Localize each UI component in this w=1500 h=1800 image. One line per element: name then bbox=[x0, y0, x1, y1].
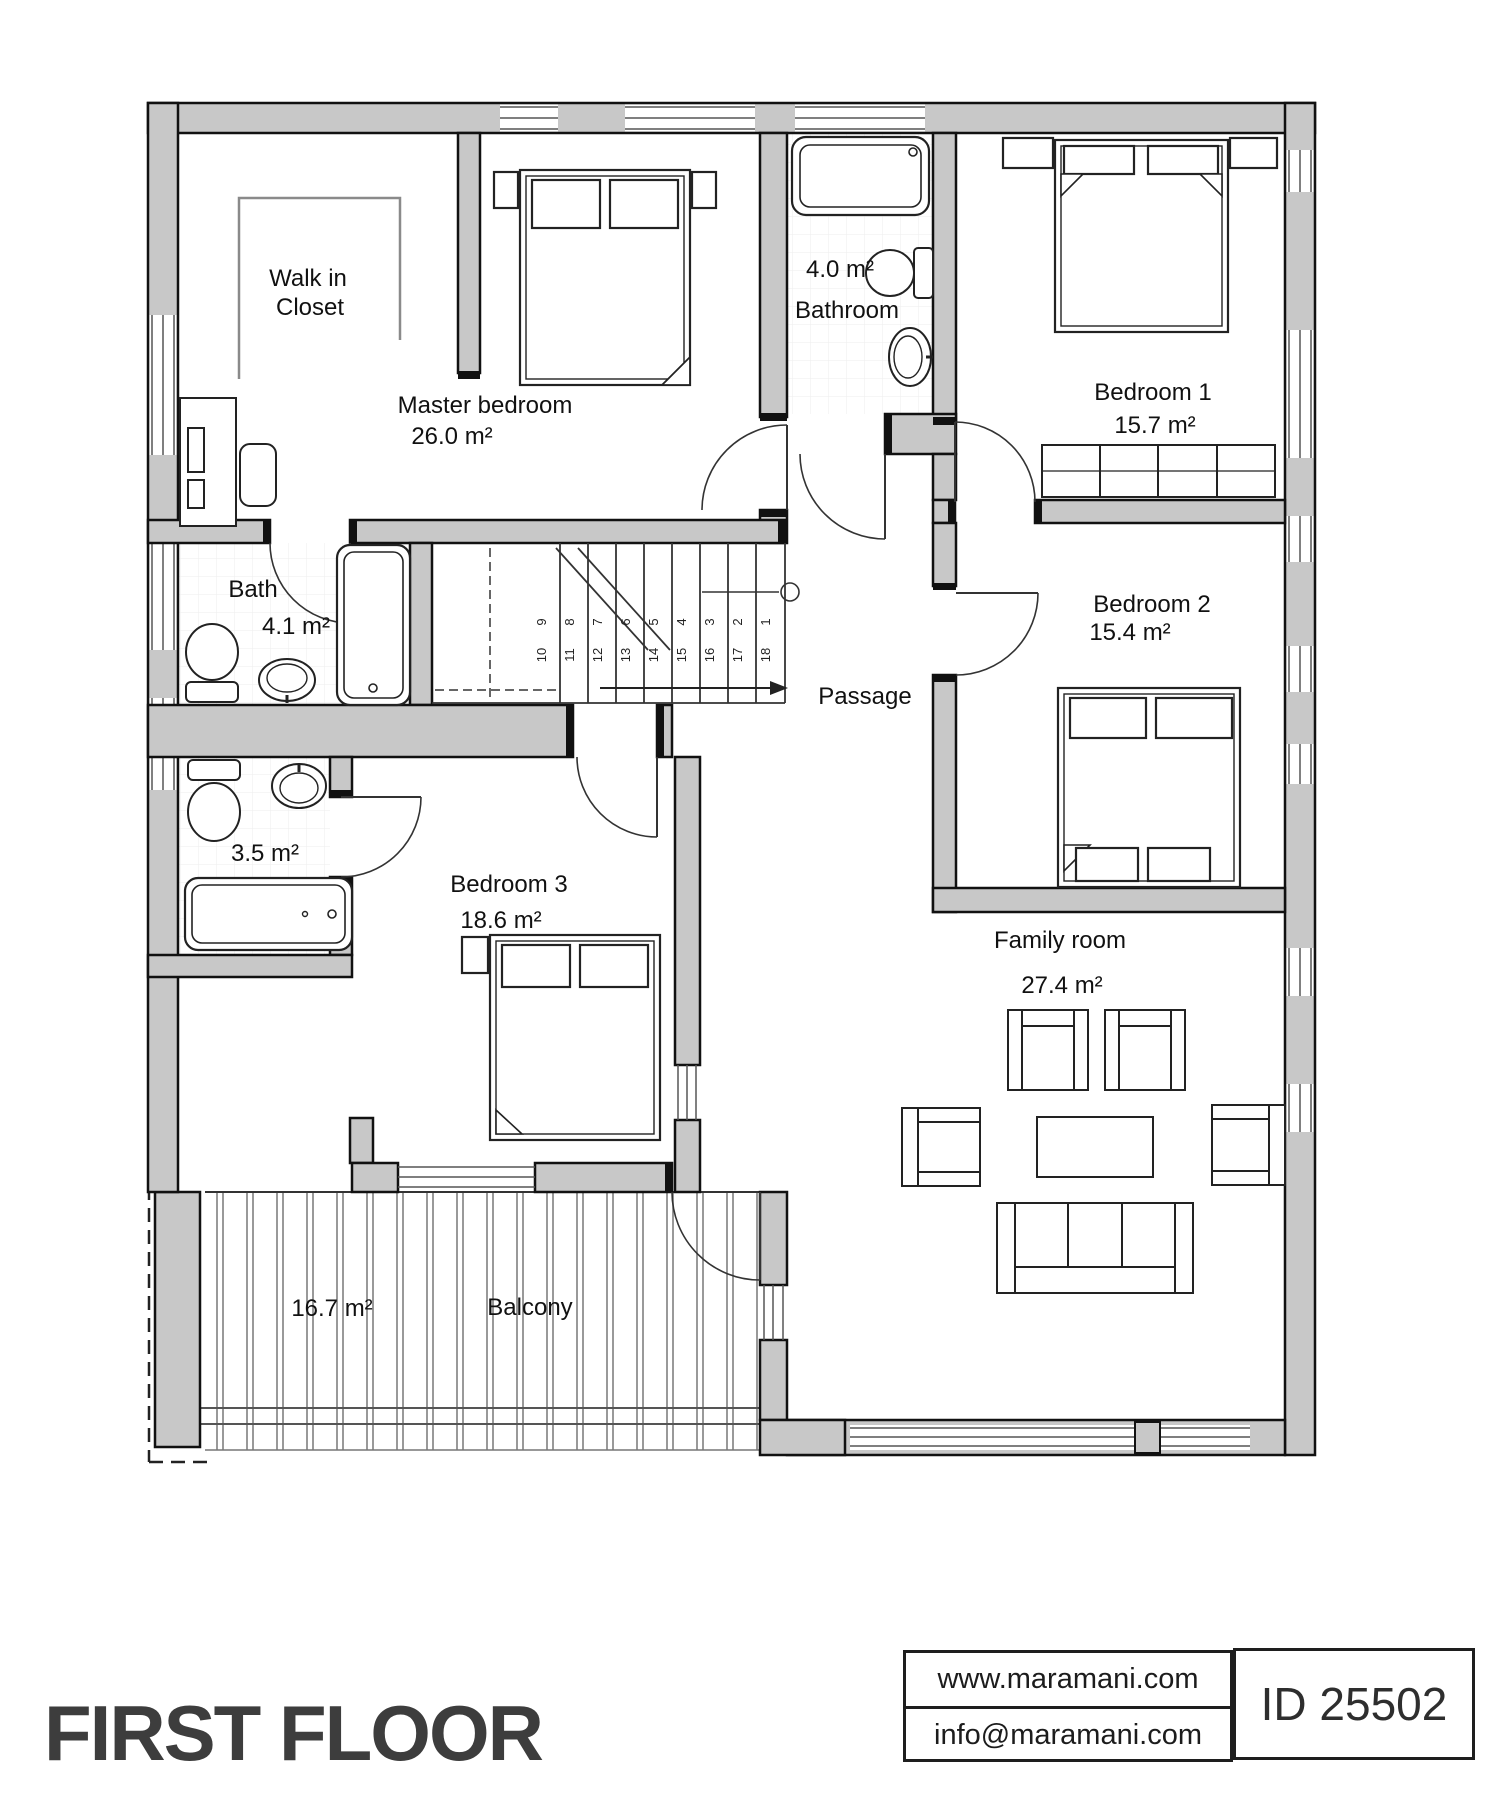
room-area: 27.4 m² bbox=[1021, 972, 1103, 999]
window-top-1 bbox=[500, 105, 558, 132]
window-bottom-1 bbox=[850, 1422, 1250, 1453]
nightstand bbox=[1230, 138, 1277, 168]
bed-bedroom1 bbox=[1003, 138, 1277, 332]
room-area: 4.0 m² bbox=[805, 256, 875, 283]
sink bbox=[272, 764, 326, 808]
room-bedroom2 bbox=[1058, 591, 1240, 887]
window-top-2 bbox=[625, 105, 755, 132]
room-label: Family room bbox=[993, 927, 1127, 954]
room-label: Bedroom 2 bbox=[1093, 591, 1211, 618]
step-number: 10 bbox=[534, 647, 549, 663]
room-area: 4.1 m² bbox=[261, 613, 331, 640]
bed-bedroom3 bbox=[462, 935, 660, 1140]
website-link: www.maramani.com bbox=[906, 1653, 1230, 1709]
toilet bbox=[866, 248, 933, 298]
step-number: 13 bbox=[618, 647, 633, 663]
window-right-2 bbox=[1287, 330, 1314, 458]
step-number: 15 bbox=[674, 647, 689, 663]
toilet-tank bbox=[188, 760, 240, 780]
wall-bathroom-right bbox=[933, 133, 956, 421]
step-number: 9 bbox=[534, 618, 549, 626]
room-passage bbox=[818, 683, 911, 710]
wall-bedroom1-2 bbox=[1035, 500, 1285, 523]
stair-newel-circle bbox=[781, 583, 799, 601]
sofa bbox=[997, 1203, 1193, 1293]
bed-master bbox=[494, 170, 716, 385]
balcony-pillar bbox=[155, 1192, 200, 1447]
room-label: Bedroom 1 bbox=[1094, 379, 1212, 406]
floor-title: FIRST FLOOR bbox=[44, 1689, 542, 1777]
stairs bbox=[432, 543, 799, 703]
door-bath-small bbox=[341, 797, 421, 877]
wall-stairs-left bbox=[410, 543, 432, 705]
room-area: 16.7 m² bbox=[291, 1295, 373, 1322]
step-number: 7 bbox=[590, 618, 605, 626]
door-bedroom3 bbox=[577, 757, 657, 837]
room-area: 3.5 m² bbox=[230, 840, 300, 867]
nightstand bbox=[462, 937, 488, 973]
room-label: Bedroom 3 bbox=[450, 871, 568, 898]
coffee-table bbox=[1037, 1117, 1153, 1177]
window-right-7 bbox=[1287, 1084, 1314, 1132]
room-area: 18.6 m² bbox=[460, 907, 542, 934]
wall-bedroom2-bottom bbox=[933, 888, 1285, 912]
pillow bbox=[580, 945, 648, 987]
door-master-bedroom bbox=[702, 425, 787, 510]
side-chair bbox=[1212, 1105, 1285, 1185]
window-right-5 bbox=[1287, 744, 1314, 784]
pillow bbox=[1148, 146, 1218, 174]
foot-bench bbox=[1148, 848, 1210, 881]
door-bathroom bbox=[800, 454, 885, 539]
room-label: Walk in bbox=[269, 265, 347, 292]
stool bbox=[240, 444, 276, 506]
step-number: 1 bbox=[758, 618, 773, 626]
window-right-3 bbox=[1287, 516, 1314, 562]
email-link: info@maramani.com bbox=[934, 1719, 1202, 1751]
bed-bedroom2 bbox=[1058, 688, 1240, 887]
contact-box bbox=[903, 1650, 1233, 1762]
faucet bbox=[909, 148, 917, 156]
nightstand bbox=[494, 172, 518, 208]
foot-bench bbox=[1076, 848, 1138, 881]
wall-bedroom3-bottom bbox=[535, 1163, 672, 1192]
stair-break-line bbox=[556, 548, 648, 650]
door-bedroom2 bbox=[956, 593, 1038, 675]
room-label: Bathroom bbox=[794, 297, 900, 324]
stair-step-numbers bbox=[534, 618, 773, 662]
armchair bbox=[1008, 1010, 1088, 1090]
pillow bbox=[1156, 698, 1232, 738]
room-master-bedroom bbox=[398, 170, 716, 450]
faucet bbox=[369, 684, 377, 692]
nightstand bbox=[692, 172, 716, 208]
balcony-railing bbox=[149, 1186, 762, 1462]
step-number: 8 bbox=[562, 618, 577, 626]
wall-master-bath bbox=[760, 133, 787, 417]
room-area: 26.0 m² bbox=[411, 423, 493, 450]
room-area: 15.7 m² bbox=[1114, 412, 1196, 439]
bathtub bbox=[792, 137, 929, 215]
window-right-6 bbox=[1287, 948, 1314, 996]
closet-bedroom1 bbox=[1042, 445, 1275, 497]
pillow bbox=[502, 945, 570, 987]
step-number: 3 bbox=[702, 618, 717, 626]
stair-break-line bbox=[578, 548, 670, 650]
toilet bbox=[186, 624, 238, 702]
step-number: 14 bbox=[646, 647, 661, 663]
plan-id-badge: ID 25502 bbox=[1233, 1648, 1475, 1760]
bathtub bbox=[337, 545, 410, 705]
room-label: Passage bbox=[818, 683, 912, 710]
step-number: 12 bbox=[590, 647, 605, 663]
room-label: Bath bbox=[228, 576, 278, 603]
step-number: 4 bbox=[674, 618, 689, 626]
room-area: 15.4 m² bbox=[1089, 619, 1171, 646]
door-bedroom1 bbox=[955, 422, 1035, 502]
pillow bbox=[1064, 146, 1134, 174]
wall-bedroom3-right bbox=[675, 757, 700, 1065]
step-number: 5 bbox=[646, 618, 661, 626]
wall-passage-south bbox=[148, 705, 573, 757]
room-bedroom1 bbox=[1003, 138, 1277, 497]
bathtub bbox=[185, 878, 352, 950]
step-number: 16 bbox=[702, 647, 717, 663]
room-label: Balcony bbox=[487, 1294, 573, 1321]
pillow bbox=[532, 180, 600, 228]
step-number: 17 bbox=[730, 647, 745, 663]
window-right-1 bbox=[1287, 150, 1314, 192]
step-number: 18 bbox=[758, 647, 773, 663]
step-number: 11 bbox=[562, 648, 577, 662]
wall-stairs-top bbox=[350, 520, 785, 543]
room-bedroom3 bbox=[450, 871, 660, 1140]
room-label: Closet bbox=[275, 294, 345, 321]
faucet bbox=[328, 910, 336, 918]
armchair bbox=[1105, 1010, 1185, 1090]
window-right-4 bbox=[1287, 646, 1314, 692]
toilet-tank bbox=[186, 682, 238, 702]
step-number: 6 bbox=[618, 618, 633, 626]
wall-tub-alcove bbox=[148, 955, 352, 977]
room-walk-in-closet bbox=[180, 198, 400, 526]
dressing-table bbox=[180, 398, 276, 526]
window-top-3 bbox=[795, 105, 925, 132]
pillow bbox=[1070, 698, 1146, 738]
step-number: 2 bbox=[730, 618, 745, 626]
room-family bbox=[902, 927, 1285, 1293]
room-label: Master bedroom bbox=[397, 392, 573, 419]
window-left-1 bbox=[150, 315, 177, 455]
side-chair bbox=[902, 1108, 980, 1186]
toilet bbox=[188, 760, 240, 841]
toilet-tank bbox=[914, 248, 933, 298]
pillow bbox=[610, 180, 678, 228]
wall-closet bbox=[458, 133, 480, 373]
nightstand bbox=[1003, 138, 1053, 168]
wall-bedroom2-left bbox=[933, 675, 956, 912]
